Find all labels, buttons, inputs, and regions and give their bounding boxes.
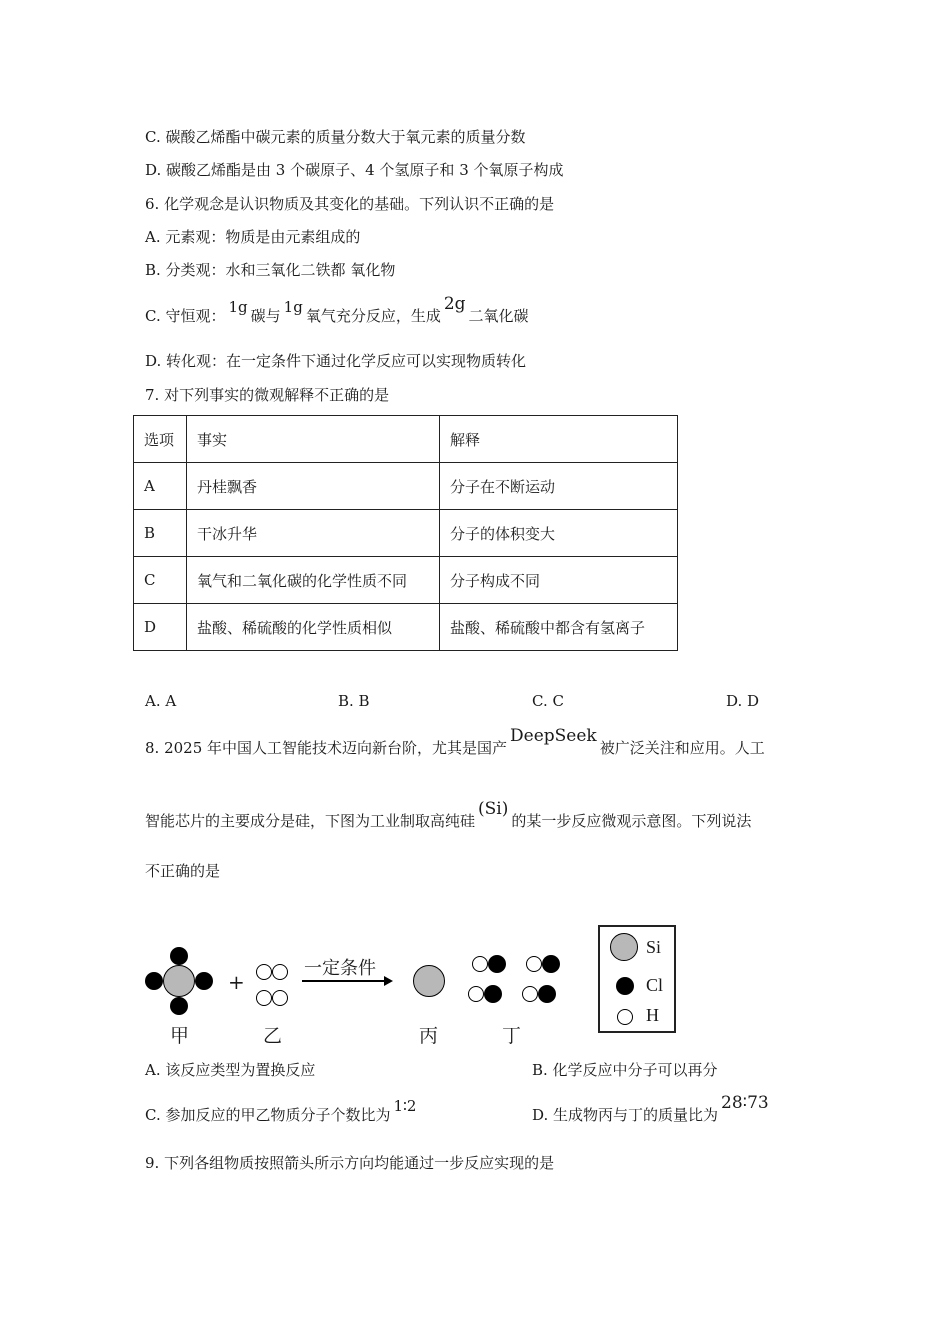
q6-option-b: B. 分类观：水和三氧化二铁都 氧化物 — [145, 261, 396, 279]
cl-atom — [542, 955, 560, 973]
legend-box — [598, 925, 676, 1033]
legend-h-symbol — [617, 1009, 633, 1025]
cl-atom — [484, 985, 502, 1003]
legend-cl-label: Cl — [646, 975, 664, 995]
h-atom — [526, 956, 542, 972]
cl-atom — [538, 985, 556, 1003]
h-atom — [256, 964, 272, 980]
q6-option-c-post: 二氧化碳 — [468, 307, 529, 325]
header-fact: 事实 — [187, 416, 440, 463]
row-fact: 盐酸、稀硫酸的化学性质相似 — [187, 604, 440, 651]
label-yi: 乙 — [263, 1025, 283, 1047]
q8-line-3: 不正确的是 — [145, 862, 221, 880]
q8-line2-post: 的某一步反应微观示意图。下列说法 — [511, 812, 752, 830]
q8-option-a: A. 该反应类型为置换反应 — [145, 1061, 316, 1079]
h-atom — [272, 964, 288, 980]
q7-option-d: D. D — [726, 692, 760, 710]
q8-ratio-1: 1∶2 — [393, 1097, 417, 1115]
q7-option-c: C. C — [532, 692, 564, 710]
legend-h-label: H — [646, 1005, 659, 1025]
header-explanation: 解释 — [440, 416, 678, 463]
q6-option-c — [145, 294, 529, 326]
q5-option-c: C. 碳酸乙烯酯中碳元素的质量分数大于氧元素的质量分数 — [145, 128, 526, 146]
h-atom — [472, 956, 488, 972]
q8-ratio-2: 28∶73 — [721, 1093, 769, 1113]
q6-value-1: 1g — [228, 298, 248, 316]
row-option: C — [134, 557, 187, 604]
table-row — [134, 463, 678, 510]
q5-option-d: D. 碳酸乙烯酯是由 3 个碳原子、4 个氢原子和 3 个氧原子构成 — [145, 161, 564, 179]
q8-option-c-text: C. 参加反应的甲乙物质分子个数比为 — [145, 1106, 391, 1124]
si-atom — [163, 965, 195, 997]
q8-option-d-text: D. 生成物丙与丁的质量比为 — [532, 1106, 719, 1124]
q6-option-c-mid1: 碳与 — [250, 307, 281, 325]
cl-atom — [195, 972, 213, 990]
q7-stem: 7. 对下列事实的微观解释不正确的是 — [145, 386, 390, 404]
q7-option-a: A. A — [145, 692, 177, 710]
q8-line-1 — [145, 726, 765, 758]
h-atom — [256, 990, 272, 1006]
q8-line1-pre: 8. 2025 年中国人工智能技术迈向新台阶，尤其是国产 — [145, 739, 508, 757]
row-fact: 干冰升华 — [187, 510, 440, 557]
h-atom — [468, 986, 484, 1002]
q9-stem: 9. 下列各组物质按照箭头所示方向均能通过一步反应实现的是 — [145, 1154, 555, 1172]
label-jia: 甲 — [170, 1025, 190, 1047]
row-explanation: 盐酸、稀硫酸中都含有氢离子 — [440, 604, 678, 651]
row-option: B — [134, 510, 187, 557]
q6-option-d: D. 转化观：在一定条件下通过化学反应可以实现物质转化 — [145, 352, 527, 370]
header-option: 选项 — [134, 416, 187, 463]
q8-line-2 — [145, 799, 752, 831]
cl-atom — [170, 997, 188, 1015]
legend-cl-symbol — [616, 977, 634, 995]
q8-line2-pre: 智能芯片的主要成分是硅，下图为工业制取高纯硅 — [145, 812, 476, 830]
q6-option-a: A. 元素观：物质是由元素组成的 — [145, 228, 361, 246]
row-fact: 氧气和二氧化碳的化学性质不同 — [187, 557, 440, 604]
row-option: D — [134, 604, 187, 651]
q6-option-c-mid2: 氧气充分反应，生成 — [305, 307, 441, 325]
reaction-condition: 一定条件 — [304, 958, 376, 979]
si-atom — [413, 965, 445, 997]
table-header-row — [134, 416, 678, 463]
row-explanation: 分子在不断运动 — [440, 463, 678, 510]
reaction-arrow — [302, 980, 388, 982]
table-row — [134, 510, 678, 557]
cl-atom — [170, 947, 188, 965]
cl-atom — [145, 972, 163, 990]
q8-option-d — [532, 1093, 772, 1125]
q6-option-c-prefix: C. 守恒观： — [145, 307, 226, 325]
q7-option-b: B. B — [338, 692, 370, 710]
row-option: A — [134, 463, 187, 510]
plus-sign: + — [228, 970, 245, 994]
q6-stem: 6. 化学观念是认识物质及其变化的基础。下列认识不正确的是 — [145, 195, 555, 213]
q7-table — [133, 415, 678, 651]
h-atom — [522, 986, 538, 1002]
table-row — [134, 557, 678, 604]
label-ding: 丁 — [502, 1025, 522, 1047]
q8-term-si: (Si) — [478, 799, 509, 819]
legend-si-label: Si — [646, 937, 662, 957]
q8-option-c — [145, 1097, 419, 1125]
row-explanation: 分子的体积变大 — [440, 510, 678, 557]
table-row — [134, 604, 678, 651]
row-fact: 丹桂飘香 — [187, 463, 440, 510]
row-explanation: 分子构成不同 — [440, 557, 678, 604]
q8-term-deepseek: DeepSeek — [510, 726, 597, 746]
q8-line1-post: 被广泛关注和应用。人工 — [599, 739, 765, 757]
q6-value-3: 2g — [443, 294, 466, 314]
reaction-arrow-head — [384, 976, 393, 986]
cl-atom — [488, 955, 506, 973]
q6-value-2: 1g — [283, 298, 303, 316]
legend-si-symbol — [610, 933, 638, 961]
h-atom — [272, 990, 288, 1006]
label-bing: 丙 — [419, 1025, 439, 1047]
q8-option-b: B. 化学反应中分子可以再分 — [532, 1061, 718, 1079]
